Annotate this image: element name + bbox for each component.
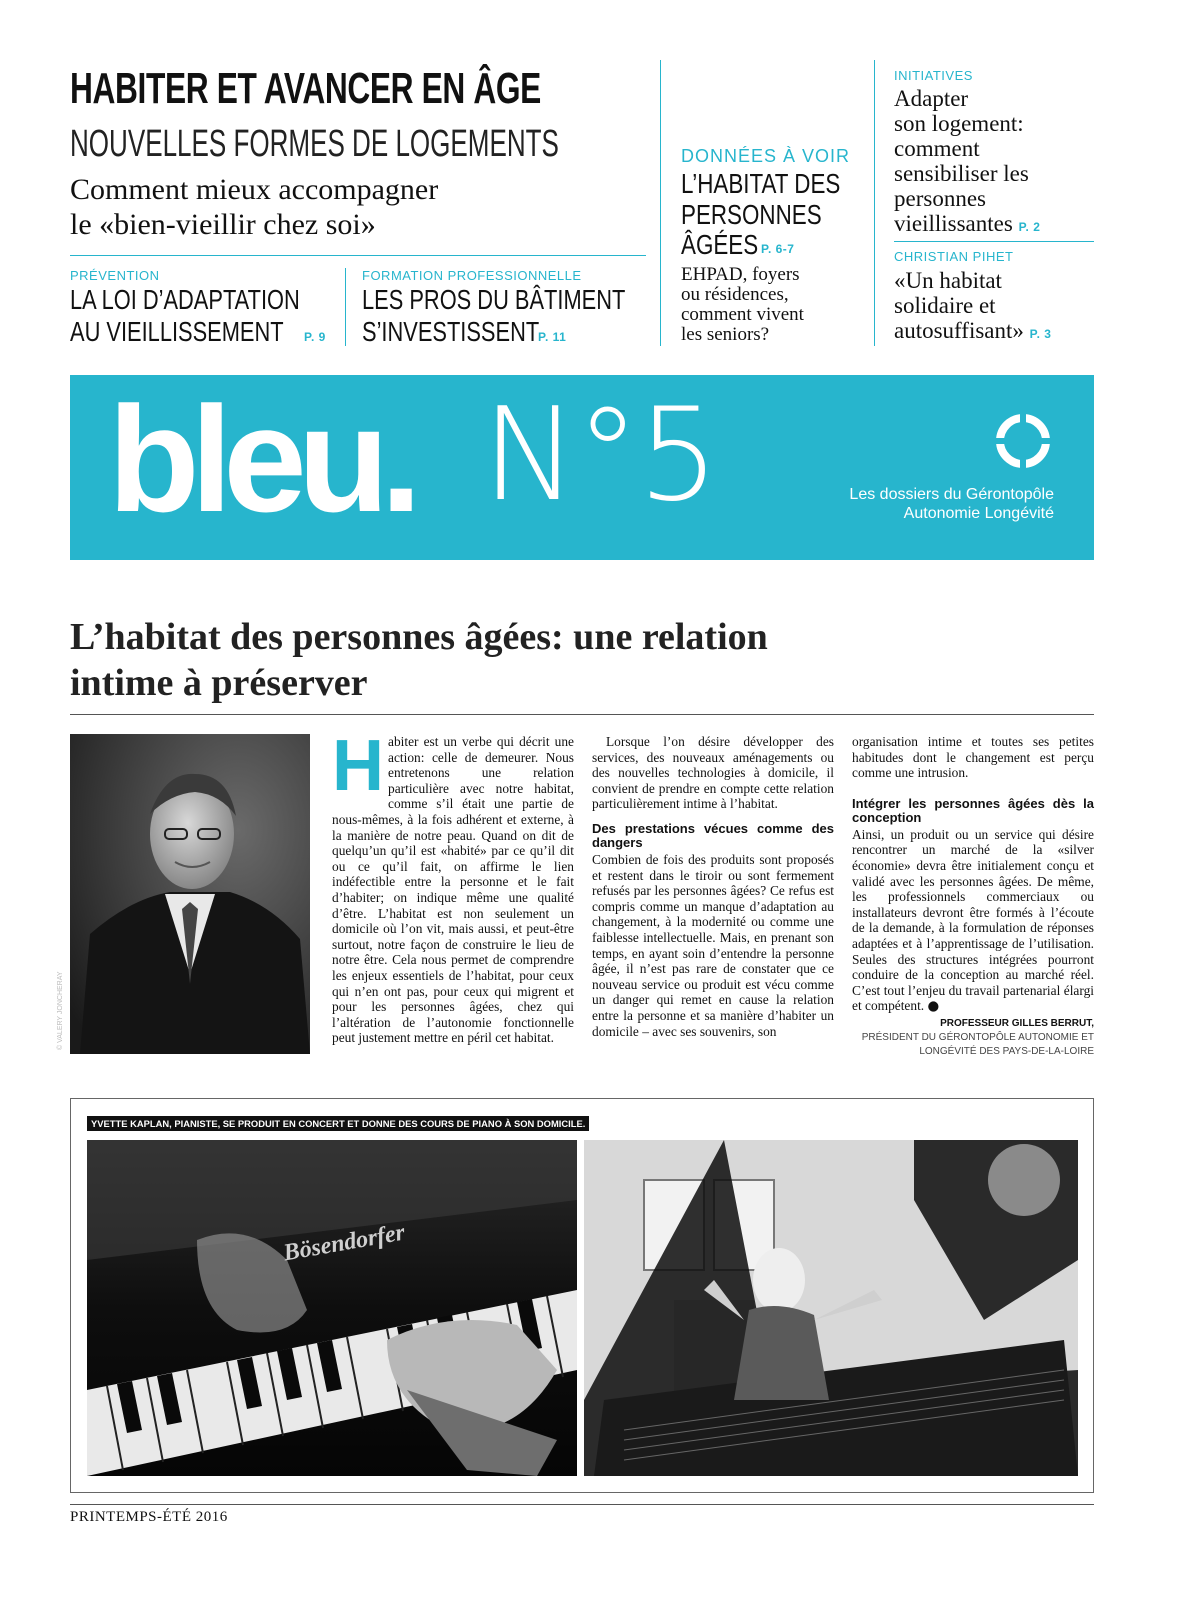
initiatives-line6: vieillissantes [894,211,1013,236]
teaser-prevention-line2: AU VIEILLISSEMENT [70,316,284,347]
piano-brand-label: Bösendorfer [281,1219,407,1267]
teaser-formation-line1[interactable]: LES PROS DU BÂTIMENT [362,284,626,315]
masthead-banner [70,375,1094,560]
right-column-divider [894,241,1094,242]
end-mark-icon: ● [927,999,940,1015]
tagline-line2: le «bien-vieillir chez soi» [70,208,376,241]
page-ref-donnees: P. 6-7 [761,242,795,256]
col2-paragraph-2: Combien de fois des produits sont proposés et restent dans le tiroir ou sont fermement refusés par les personnes âgées? Ce refus est compris comme un manque d’adaptation au changement, à la modernité ou comme une faiblesse intellectuelle. Mais, en prenant son temps, en ayant soin d’entendre la personne âgée, il n’est pas rare de constater que ce nouveau service ou produit est vécu comme un danger qui remet en cause la relation entre la personne et sa manière d’habiter un domicile – avec ses souvenirs, son [592,851,834,1039]
issue-number: N°5 [482,381,718,530]
col2-subhead: Des prestations vécues comme des dangers [592,820,834,850]
initiatives-line6-wrap [894,211,1040,240]
col3-paragraph-2 [852,827,1094,1015]
brand-name: bleu. [108,375,414,543]
page-ref-pihet: P. 3 [1029,327,1052,341]
author-portrait-photo [57,734,310,1054]
footer-rule [70,1504,1094,1505]
piano-hands-photo [87,1140,577,1476]
teaser-donnees-line3-wrap[interactable] [681,229,795,261]
teaser-initiatives[interactable] [894,86,1040,240]
column-divider-1 [660,60,661,346]
page-ref-formation: P. 11 [538,330,567,344]
initiatives-line3: comment [894,136,980,161]
kicker-pihet: CHRISTIAN PIHET [894,249,1014,264]
headline-line1: L’habitat des personnes âgées: une relation [70,616,768,658]
col2-paragraph-1: Lorsque l’on désire développer des services, des nouveaux aménagements ou des nouvelles technologies à domicile, il convient de prendre en compte cette relation particulièrement intime à l’habitat. [592,734,834,812]
article-column-3 [852,734,1094,1064]
ring-logo-icon [993,411,1053,471]
donnees-desc [681,265,804,345]
col3-paragraph-1: organisation intime et toutes ses petites habitudes dont le changement est perçu comme une intrusion. [852,734,1094,781]
photo-credit: © VALERY JONCHERAY [57,971,64,1050]
kicker-formation: FORMATION PROFESSIONNELLE [362,268,582,283]
kicker-donnees: DONNÉES À VOIR [681,146,851,166]
col3-paragraph-2-text: Ainsi, un produit ou un service qui désire rencontrer un marché de la «silver économie» devra être initialement conçu et validé avec les personnes âgées. De même, les professionnels commerciaux ou installateurs devront être formés à l’écoute de la demande, à la formulation de réponses adaptées et à l’apprentissage de l’utilisation. Seules des structures intégrées pourront conduire de la conception au marché réel. C’est tout l’enjeu du travail partenarial élargi et compétent. [852,826,1094,1014]
photo-caption: YVETTE KAPLAN, PIANISTE, SE PRODUIT EN CONCERT ET DONNE DES COURS DE PIANO À SON DOMICILE. [87,1116,589,1131]
donnees-desc-line4: les seniors? [681,324,770,345]
donnees-desc-line2: ou résidences, [681,284,789,305]
page-ref-prevention: P. 9 [304,330,326,344]
page-ref-initiatives: P. 2 [1018,220,1041,234]
kicker-prevention: PRÉVENTION [70,268,160,283]
donnees-desc-line1: EHPAD, foyers [681,264,800,285]
col1-paragraph: abiter est un verbe qui décrit une action: celle de demeurer. Nous entretenons une relation particulière avec notre habitat, comme s’il était une partie de nous-mêmes, à la fois adhérent et externe, à la manière de notre peau. Quand on dit de quelqu’un qu’il est «habité» par ce qu’il dit ou ce qu’il fait, on affirme le lien indéfectible entre la personne et le fait d’habiter; on indique même une qualité d’être. L’habitat est non seulement un domicile où l’on vit, mais aussi, et peut-être surtout, notre façon de construire le lieu de notre être. Cela nous permet de comprendre les enjeux essentiels de l’habitat, pour ceux qui n’en ont pas, pour ceux qui migrent et pour les personnes âgées, chez qui l’altération de l’autonomie fonctionnelle peut justement mettre en péril cet habitat. [332,734,574,1046]
initiatives-line5: personnes [894,186,986,211]
teaser-prevention-line2-wrap[interactable] [70,316,375,348]
main-title: HABITER ET AVANCER EN ÂGE [70,64,541,113]
teaser-prevention-line1[interactable]: LA LOI D’ADAPTATION [70,284,300,315]
tagline-line1: Comment mieux accompagner [70,173,439,206]
teaser-divider [345,268,346,346]
org-name [849,485,1054,523]
org-line2: Autonomie Longévité [903,505,1054,522]
org-line1: Les dossiers du Gérontopôle [849,486,1054,503]
issue-date: PRINTEMPS-ÉTÉ 2016 [70,1509,228,1525]
header-divider [70,255,646,256]
initiatives-line1: Adapter [894,86,969,111]
signature-title1: PRÉSIDENT DU GÉRONTOPÔLE AUTONOMIE ET [861,1031,1094,1043]
headline-line2: intime à préserver [70,662,368,704]
subtitle: NOUVELLES FORMES DE LOGEMENTS [70,123,559,165]
pihet-line3-wrap [894,318,1051,347]
col3-subhead: Intégrer les personnes âgées dès la conception [852,795,1094,825]
teaser-formation-line2: S’INVESTISSENT [362,316,540,347]
column-divider-2 [874,60,875,346]
pianist-photo [584,1140,1078,1476]
article-headline [70,614,768,706]
teaser-donnees-line2[interactable]: PERSONNES [681,199,822,230]
pihet-line3: autosuffisant» [894,318,1024,343]
pihet-line1: «Un habitat [894,268,1002,293]
teaser-pihet[interactable] [894,268,1051,347]
signature [852,1017,1094,1059]
teaser-donnees-line1[interactable]: L’HABITAT DES [681,168,841,199]
teaser-donnees-line3: ÂGÉES [681,229,759,260]
donnees-desc-line3: comment vivent [681,304,804,325]
dropcap: H [332,726,384,806]
article-column-2 [592,734,834,1074]
kicker-initiatives: INITIATIVES [894,68,973,83]
pihet-line2: solidaire et [894,293,996,318]
teaser-formation-line2-wrap[interactable] [362,316,589,348]
initiatives-line2: son logement: [894,111,1024,136]
headline-rule [70,714,1094,715]
article-column-1 [332,726,574,1064]
signature-title2: LONGÉVITÉ DES PAYS-DE-LA-LOIRE [919,1045,1094,1057]
signature-name: PROFESSEUR GILLES BERRUT, [940,1017,1094,1029]
initiatives-line4: sensibiliser les [894,161,1029,186]
